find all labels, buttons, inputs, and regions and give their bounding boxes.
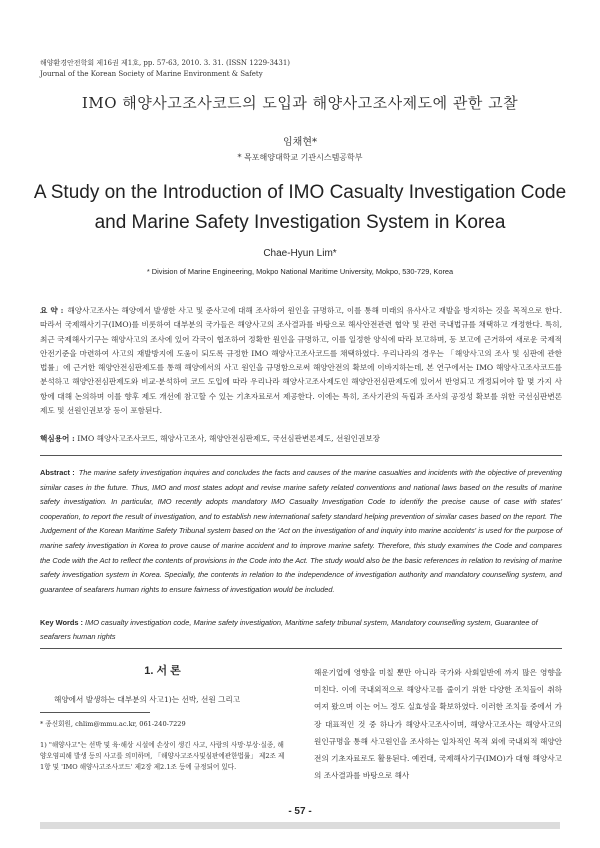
english-keywords-text: IMO casualty investigation code, Marine safety investigation, Maritime safety tribunal system, Mandatory counselling system, Guarantee of seafarers human rights: [40, 618, 538, 641]
english-abstract: [40, 466, 562, 597]
divider-rule: [40, 648, 562, 649]
footnote-1: 1) "해양사고"는 선박 및 육·해상 시설에 손상이 생긴 사고, 사람의 사망·부상·실종, 해양오염피해 발생 등의 사고를 의미하며, 「해양사고조사및심판에관한법률」 제2조 제1항 및 'IMO 해양사고조사코드' 제2장 제2.1조 등에 규정되어 있다.: [40, 741, 285, 771]
korean-keywords-text: IMO 해양사고조사코드, 해양사고조사, 해양안전심판제도, 국선심판변론제도, 선원인권보장: [77, 434, 381, 443]
journal-citation: 해양환경안전학회 제16권 제1호, pp. 57-63, 2010. 3. 31. (ISSN 1229-3431): [40, 59, 291, 67]
corresponding-author-note: * 종신회원, chlim@mmu.ac.kr, 061-240-7229: [40, 720, 186, 728]
korean-abstract-label: 요 약 :: [40, 306, 64, 315]
korean-abstract-text: 해양사고조사는 해양에서 발생한 사고 및 준사고에 대해 조사하여 원인을 규명하고, 이를 통해 미래의 유사사고 재발을 방지하는 것을 목적으로 한다. 따라서 국제해사기구(IMO)를 비롯하여 대부분의 국가들은 해양사고의 조사결과를 바탕으로 해사안전관련 협약 및 관련 국내법규를 채택하고 개정한다. 특히, 최근 국제해사기구는 해양사고의 조사에 있어 각국이 협조하여 정확한 원인을 규명하고, 이를 일정한 양식에 따라 보고하며, 동 보고에 근거하여 새로운 국제적 안전기준을 마련하여 사고의 재발방지에 도움이 되도록 규정한 IMO 해양사고조사코드를 채택하였다. 우리나라의 경우는 「해양사고의 조사 및 심판에 관한 법률」에 근거한 해양안전심판제도를 통해 해양에서의 사고 원인을 규명함으로써 해양안전의 확보에 이바지하는데, 본 연구에서는 IMO 해양사고조사코드를 분석하고 해양안전심판제도와 비교·분석하여 코드 도입에 따라 우리나라 해양사고조사제도인 해양안전심판제도에 있어서 반영되고 개정되어야 할 몇 가지 사항에 대해 논의하며 이를 향후 제도 개선에 참고할 수 있는 기초자료로서 제공한다. 이에는 특히, 조사기관의 독립과 조사의 공정성 확보를 위한 국선심판변론제도 및 선원인권보장 등이 포함된다.: [40, 306, 563, 416]
korean-affiliation: * 목포해양대학교 기관시스템공학부: [237, 153, 363, 162]
body-paragraph-right: 해운기업에 영향을 미칠 뿐만 아니라 국가와 사회일반에 까지 많은 영향을 미친다. 이에 국내외적으로 해양사고를 줄이기 위한 다양한 조치들이 취하여져 왔으며 이는 어느 정도 실효성을 확보하였다. 이러한 조치들 중에서 가장 대표적인 것 중 하나가 해양사고조사이며, 해양사고조사는 해양사고의 원인규명을 통해 사고원인을 조사하는 일차적인 목적 외에 국내외적 해양안전의 기초자료로도 활용된다. 예컨대, 국제해사기구(IMO)가 대형 해양사고의 조사결과를 바탕으로 해사: [314, 668, 562, 781]
english-keywords: [40, 616, 562, 644]
korean-keywords: [40, 433, 562, 445]
footer-bar: [40, 822, 560, 829]
korean-title: IMO 해양사고조사코드의 도입과 해양사고조사제도에 관한 고찰: [81, 94, 519, 112]
section-heading: 1. 서 론: [144, 665, 181, 677]
english-abstract-label: Abstract :: [40, 468, 75, 477]
page-number: - 57 -: [288, 806, 312, 817]
korean-author: 임채현*: [283, 137, 317, 148]
english-affiliation: * Division of Marine Engineering, Mokpo National Maritime University, Mokpo, 530-729, Korea: [146, 267, 454, 276]
english-abstract-text: The marine safety investigation inquires and concludes the facts and causes of the marine casualties and incidents with the objective of preventing similar cases in the future. Thus, IMO and most states adopt and revise marine safety related conventions and national laws based on the results of marine safety investigation. In particular, IMO recently adopts mandatory IMO Casualty Investigation Code to identify the precise cause of case with states' cooperation, to report the result of investigation, and to establish new international safety standard helping prevention of similar cases based on the report. The Judgement of the Korean Maritime Safety Tribunal system based on the 'Act on the investigation of and inquiry into marine accidents' is used for the purpose of marine safety investigation in Korea to prove cause of marine accident and to improve marine safety. Therefore, this study examines the Code and compares the Code with the Act to reflect the contents of provisions in the Code into the Act. The study would also be the basic references in relation to revising of marine safety investigation system in Korea. Specially, the contents in relation to the independence of investigation authority and mandatory counselling system, and guarantee of seafarers human rights to ensure fairness of investigation would be included.: [40, 468, 562, 594]
divider-rule: [40, 455, 562, 456]
english-author: Chae-Hyun Lim*: [263, 248, 337, 259]
english-keywords-label: Key Words :: [40, 618, 83, 627]
body-paragraph-left: 해양에서 발생하는 대부분의 사고1)는 선박, 선원 그리고: [54, 695, 241, 704]
english-title: A Study on the Introduction of IMO Casualty Investigation Code and Marine Safety Investigation System in Korea: [33, 182, 567, 233]
korean-keywords-label: 핵심용어 :: [40, 434, 75, 443]
journal-header: [40, 58, 290, 80]
footnote-rule: [40, 712, 150, 713]
journal-name: Journal of the Korean Society of Marine Environment & Safety: [40, 70, 263, 78]
korean-abstract: [40, 304, 562, 418]
